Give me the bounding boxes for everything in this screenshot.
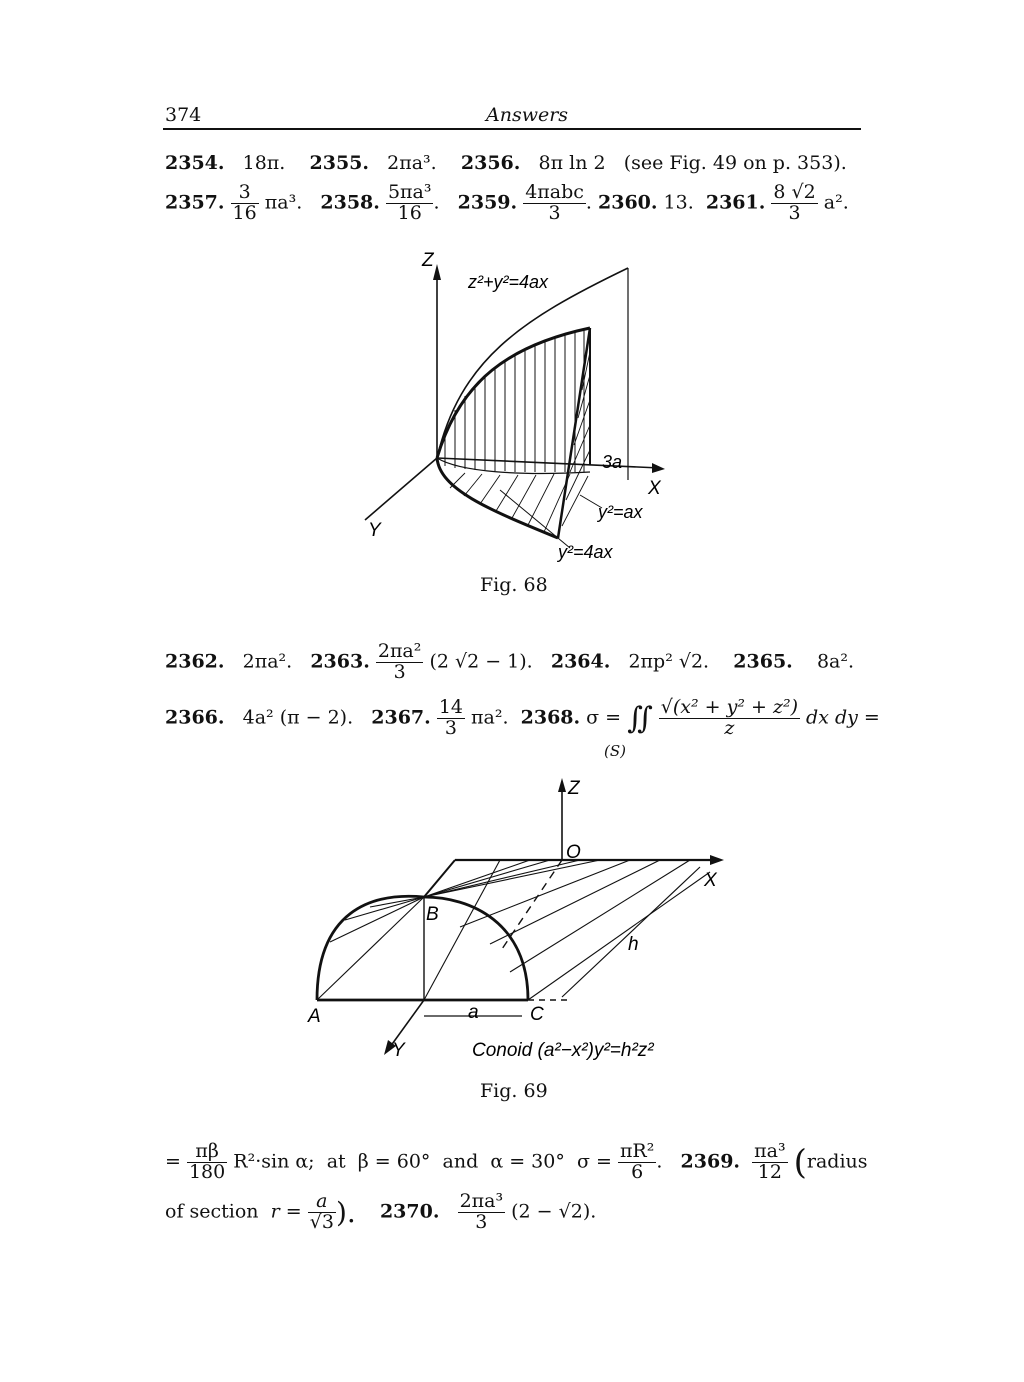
answer-text: radius: [806, 1150, 868, 1173]
answer-number: 2355.: [309, 152, 370, 174]
answer-number: 2367.: [371, 706, 431, 729]
figure-68: [340, 240, 680, 580]
label-h: h: [628, 934, 639, 955]
answer-value: 13.: [663, 191, 694, 214]
answer-value: πa².: [471, 706, 509, 729]
fraction: $\frac{\text{√(x² + y² + z²)}}{z}$: [660, 696, 798, 739]
answer-number: 2370.: [379, 1200, 440, 1223]
answers-line-2370: [165, 1192, 596, 1233]
label-curve-inner: y²=ax: [598, 502, 643, 522]
integral-region: (S): [604, 742, 626, 760]
answers-line-2366: [165, 698, 880, 739]
answer-number: 2359.: [457, 191, 518, 214]
answer-text: R²·sin α;: [233, 1150, 315, 1173]
x-axis-arrow: [652, 463, 665, 473]
x-axis: [437, 458, 660, 468]
hatch-vertical: [445, 329, 584, 472]
answer-number: 2357.: [165, 191, 225, 214]
fraction: $\frac{\text{πR²}}{6}$: [619, 1140, 655, 1183]
answer-number: 2368.: [520, 706, 581, 729]
answer-text: of section: [165, 1200, 259, 1223]
answers-line-2357: [165, 183, 849, 224]
paren: (: [793, 1142, 807, 1183]
label-y: Y: [392, 1040, 405, 1061]
answer-value: 2πa².: [242, 650, 293, 673]
fraction: $\frac{3}{16}$: [232, 181, 257, 224]
answer-value: dx dy =: [806, 706, 880, 729]
answer-value: (2 √2 − 1).: [429, 650, 533, 673]
fraction: $\frac{\pi\beta}{180}$: [188, 1140, 226, 1183]
answer-number: 2358.: [320, 191, 380, 214]
curve-base: [437, 458, 558, 538]
label-z: Z: [568, 778, 580, 799]
fraction: $\frac{14}{3}$: [438, 696, 463, 739]
y-axis: [365, 458, 437, 520]
figure-69: [300, 772, 740, 1070]
label-a-length: a: [468, 1002, 479, 1023]
answer-number: 2369.: [680, 1150, 741, 1173]
answer-number: 2364.: [550, 650, 611, 673]
running-title: Answers: [486, 104, 569, 126]
z-axis-arrow: [558, 778, 566, 792]
answer-number: 2363.: [310, 650, 370, 673]
diag-edge: [558, 328, 590, 538]
page-number: 374: [165, 104, 202, 126]
fraction: $\frac{\text{4πabc}}{3}$: [525, 181, 584, 224]
answer-value: 8a².: [816, 650, 855, 673]
fraction: $\frac{\text{πa³}}{12}$: [754, 1140, 786, 1183]
answer-value: (2 − √2).: [511, 1200, 597, 1223]
fraction: $\frac{\text{2πa³}}{3}$: [459, 1190, 504, 1233]
label-o: O: [566, 842, 581, 863]
answer-value: 18π.: [242, 152, 286, 174]
label-y: Y: [368, 520, 381, 541]
answer-value: 2πp² √2.: [628, 650, 710, 673]
label-3a: 3a: [602, 452, 623, 472]
label-x: X: [704, 870, 717, 891]
answers-line-2368-continued: [165, 1142, 868, 1183]
label-c: C: [530, 1004, 544, 1025]
answer-text: and: [442, 1150, 479, 1173]
answer-number: 2360.: [598, 191, 658, 214]
label-curve-outer: y²=4ax: [558, 542, 613, 562]
figure-68-caption: Fig. 68: [480, 574, 548, 596]
answer-text: at: [326, 1150, 346, 1173]
punct: .: [433, 191, 440, 214]
curve-top: [437, 328, 590, 458]
fraction: $\frac{\text{2πa²}}{3}$: [377, 640, 422, 683]
answer-value: a².: [823, 191, 849, 214]
answer-value: 4a² (π − 2).: [242, 706, 354, 729]
z-axis-arrow: [433, 264, 441, 280]
answer-number: 2366.: [165, 706, 225, 729]
fraction: $\frac{\text{5πa³}}{16}$: [387, 181, 432, 224]
answer-text: β = 60°: [357, 1150, 431, 1173]
semicircle: [317, 896, 528, 1000]
answer-number: 2365.: [733, 650, 793, 673]
header-rule: [163, 128, 861, 130]
paren: ).: [335, 1195, 356, 1229]
o-dashed: [500, 860, 562, 952]
answer-note: (see Fig. 49 on p. 353).: [623, 152, 847, 174]
curve-outer-top: [437, 268, 628, 458]
label-conoid: Conoid (a²−x²)y²=h²z²: [472, 1040, 654, 1061]
answers-line-2362: [165, 642, 854, 683]
answer-value: 8π ln 2: [538, 152, 606, 174]
h-dimension: [562, 867, 700, 997]
answer-value: πa³.: [264, 191, 303, 214]
label-x: X: [648, 478, 661, 499]
answer-number: 2361.: [705, 191, 766, 214]
answers-line-2354: [165, 152, 847, 174]
label-b: B: [426, 904, 439, 925]
figure-69-caption: Fig. 69: [480, 1080, 548, 1102]
ruling-lines: [317, 860, 710, 1000]
punct: .: [656, 1150, 663, 1173]
answer-text: r =: [270, 1200, 302, 1223]
double-integral: ∬: [627, 700, 653, 736]
label-curve-top: z²+y²=4ax: [468, 272, 549, 292]
equals: =: [165, 1150, 181, 1173]
answer-number: 2362.: [165, 650, 225, 673]
label-z: Z: [422, 250, 434, 271]
x-axis-arrow: [710, 855, 724, 865]
answer-number: 2354.: [165, 152, 225, 174]
sigma-lhs: σ =: [586, 706, 622, 729]
answer-text: α = 30°: [490, 1150, 565, 1173]
sigma-lhs: σ =: [576, 1150, 612, 1173]
punct: .: [585, 191, 592, 214]
fraction: $\frac{a}{√3}$: [309, 1190, 334, 1233]
fraction: $\frac{8 √2}{3}$: [773, 181, 816, 224]
answer-value: 2πa³.: [387, 152, 437, 174]
answer-number: 2356.: [460, 152, 521, 174]
label-a-point: A: [308, 1006, 321, 1027]
